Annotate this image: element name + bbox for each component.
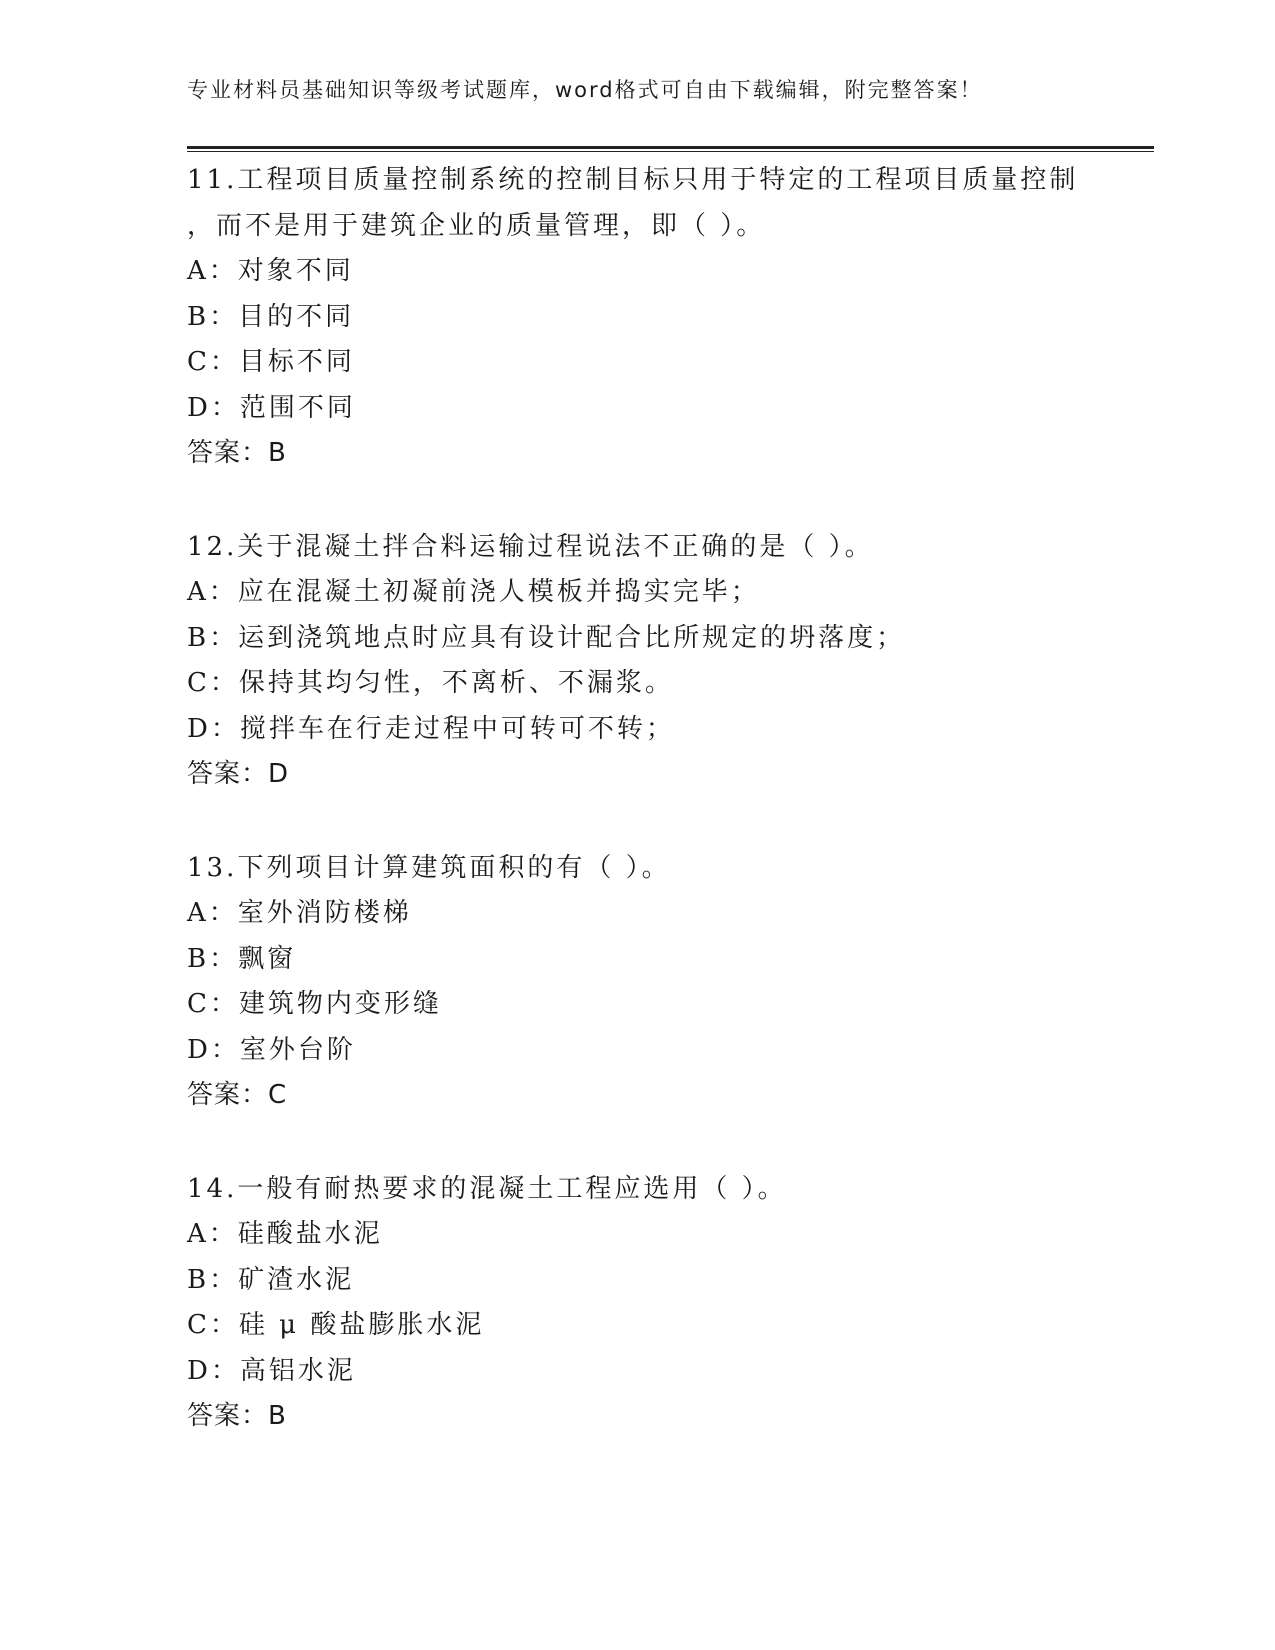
question-list xyxy=(187,158,1117,1488)
question-stem: 13.下列项目计算建筑面积的有（ ）。 xyxy=(187,852,671,883)
option-c: C：建筑物内变形缝 xyxy=(187,989,442,1019)
header-divider-thin xyxy=(187,151,1154,152)
option-d: D：范围不同 xyxy=(187,392,356,423)
option-c: C：硅 μ 酸盐膨胀水泥 xyxy=(187,1310,485,1340)
page-header: 专业材料员基础知识等级考试题库，word格式可自由下载编辑，附完整答案！ xyxy=(187,78,983,102)
option-d: D：搅拌车在行走过程中可转可不转； xyxy=(187,713,675,744)
answer: 答案：C xyxy=(187,1080,288,1110)
question-stem: 14.一般有耐热要求的混凝土工程应选用（ ）。 xyxy=(187,1173,787,1204)
option-c: C：保持其均匀性，不离析、不漏浆。 xyxy=(187,668,674,698)
question-11 xyxy=(187,158,1117,477)
option-d: D：室外台阶 xyxy=(187,1034,356,1065)
question-stem: 12.关于混凝土拌合料运输过程说法不正确的是（ ）。 xyxy=(187,531,874,562)
header-divider-thick xyxy=(187,146,1154,149)
question-14 xyxy=(187,1167,1117,1440)
question-12 xyxy=(187,525,1117,798)
question-13 xyxy=(187,846,1117,1119)
option-b: B：运到浇筑地点时应具有设计配合比所规定的坍落度； xyxy=(187,622,906,653)
option-a: A：应在混凝土初凝前浇人模板并捣实完毕； xyxy=(187,577,760,607)
option-a: A：对象不同 xyxy=(187,256,354,286)
option-a: A：室外消防楼梯 xyxy=(187,898,412,928)
option-a: A：硅酸盐水泥 xyxy=(187,1219,383,1249)
option-b: B：目的不同 xyxy=(187,301,355,332)
question-stem: ，而不是用于建筑企业的质量管理，即（ ）。 xyxy=(187,210,766,241)
option-b: B：飘窗 xyxy=(187,943,297,974)
question-stem: 11.工程项目质量控制系统的控制目标只用于特定的工程项目质量控制 xyxy=(187,165,1079,195)
option-b: B：矿渣水泥 xyxy=(187,1264,355,1295)
answer: 答案：D xyxy=(187,759,290,789)
answer: 答案：B xyxy=(187,1401,287,1431)
option-d: D：高铝水泥 xyxy=(187,1355,356,1386)
option-c: C：目标不同 xyxy=(187,347,355,377)
answer: 答案：B xyxy=(187,438,287,468)
